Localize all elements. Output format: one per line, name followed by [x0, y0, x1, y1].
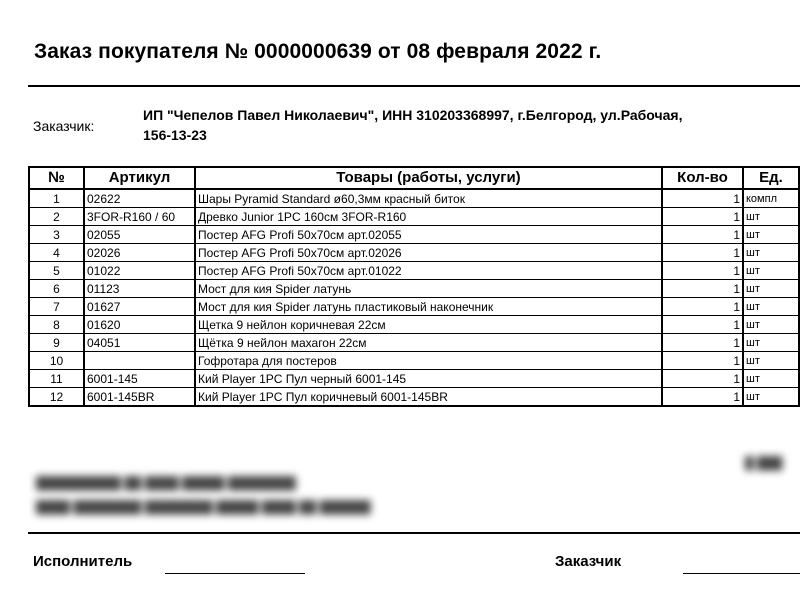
- cell-name: Постер AFG Profi 50x70см арт.02026: [195, 244, 662, 262]
- table-header-row: [29, 167, 799, 189]
- table-row: [29, 280, 799, 298]
- table-row: [29, 208, 799, 226]
- cell-sku: 02026: [84, 244, 195, 262]
- cell-sku: 6001-145BR: [84, 388, 195, 407]
- cell-num: 1: [29, 189, 84, 208]
- cell-qty: 1: [662, 298, 743, 316]
- header-name: Товары (работы, услуги): [195, 167, 662, 189]
- cell-name: Шары Pyramid Standard ø60,3мм красный биток: [195, 189, 662, 208]
- cell-sku: 02055: [84, 226, 195, 244]
- cell-name: Постер AFG Profi 50x70см арт.02055: [195, 226, 662, 244]
- cell-unit: шт: [743, 298, 799, 316]
- cell-sku: 6001-145: [84, 370, 195, 388]
- table-row: [29, 189, 799, 208]
- cell-num: 5: [29, 262, 84, 280]
- cell-sku: 02622: [84, 189, 195, 208]
- cell-name: Гофротара для постеров: [195, 352, 662, 370]
- cell-qty: 1: [662, 208, 743, 226]
- cell-num: 2: [29, 208, 84, 226]
- executor-signature-line: [165, 573, 305, 574]
- header-num: №: [29, 167, 84, 189]
- cell-unit: шт: [743, 316, 799, 334]
- table-row: [29, 352, 799, 370]
- executor-signature-label: Исполнитель: [33, 553, 133, 570]
- cell-num: 3: [29, 226, 84, 244]
- cell-num: 10: [29, 352, 84, 370]
- cell-num: 6: [29, 280, 84, 298]
- cell-unit: шт: [743, 244, 799, 262]
- cell-num: 12: [29, 388, 84, 407]
- bottom-divider: [28, 532, 800, 534]
- cell-qty: 1: [662, 189, 743, 208]
- cell-num: 7: [29, 298, 84, 316]
- cell-unit: шт: [743, 334, 799, 352]
- cell-name: Кий Player 1PC Пул коричневый 6001-145BR: [195, 388, 662, 407]
- cell-sku: 01022: [84, 262, 195, 280]
- table-row: [29, 226, 799, 244]
- header-qty: Кол-во: [662, 167, 743, 189]
- customer-phone: 156-13-23: [143, 127, 207, 143]
- cell-unit: шт: [743, 280, 799, 298]
- cell-name: Постер AFG Profi 50x70см арт.01022: [195, 262, 662, 280]
- redacted-text: ██████████ ██ ████ █████ ████████: [36, 476, 296, 490]
- customer-label: Заказчик:: [33, 118, 95, 134]
- cell-qty: 1: [662, 334, 743, 352]
- cell-qty: 1: [662, 280, 743, 298]
- table-row: [29, 388, 799, 407]
- header-sku: Артикул: [84, 167, 195, 189]
- cell-num: 9: [29, 334, 84, 352]
- order-items-table: [28, 166, 800, 407]
- cell-unit: шт: [743, 226, 799, 244]
- cell-name: Мост для кия Spider латунь: [195, 280, 662, 298]
- customer-details: ИП "Чепелов Павел Николаевич", ИНН 310203368997, г.Белгород, ул.Рабочая,: [143, 107, 683, 123]
- cell-sku: [84, 352, 195, 370]
- cell-sku: 01123: [84, 280, 195, 298]
- cell-sku: 04051: [84, 334, 195, 352]
- cell-qty: 1: [662, 352, 743, 370]
- cell-qty: 1: [662, 244, 743, 262]
- cell-name: Мост для кия Spider латунь пластиковый наконечник: [195, 298, 662, 316]
- cell-name: Щетка 9 нейлон коричневая 22см: [195, 316, 662, 334]
- table-body: [29, 189, 799, 406]
- cell-unit: шт: [743, 388, 799, 407]
- cell-name: Кий Player 1PC Пул черный 6001-145: [195, 370, 662, 388]
- cell-qty: 1: [662, 388, 743, 407]
- cell-sku: 01620: [84, 316, 195, 334]
- cell-sku: 3FOR-R160 / 60: [84, 208, 195, 226]
- document-title: Заказ покупателя № 0000000639 от 08 февраля 2022 г.: [34, 40, 602, 63]
- table-row: [29, 370, 799, 388]
- cell-unit: шт: [743, 208, 799, 226]
- cell-num: 4: [29, 244, 84, 262]
- cell-sku: 01627: [84, 298, 195, 316]
- header-unit: Ед.: [743, 167, 799, 189]
- customer-signature-line: [683, 573, 800, 574]
- redacted-text: █ ███: [745, 456, 783, 470]
- table-row: [29, 262, 799, 280]
- cell-num: 11: [29, 370, 84, 388]
- cell-qty: 1: [662, 262, 743, 280]
- cell-qty: 1: [662, 226, 743, 244]
- cell-unit: шт: [743, 352, 799, 370]
- top-divider: [28, 85, 800, 87]
- customer-signature-label: Заказчик: [555, 553, 622, 570]
- table-row: [29, 316, 799, 334]
- cell-qty: 1: [662, 316, 743, 334]
- cell-unit: компл: [743, 189, 799, 208]
- cell-name: Древко Junior 1PC 160см 3FOR-R160: [195, 208, 662, 226]
- table-row: [29, 298, 799, 316]
- table-row: [29, 244, 799, 262]
- table-row: [29, 334, 799, 352]
- redacted-text: ████ ████████ ████████ █████ ████ ██ ██████: [36, 500, 371, 514]
- cell-name: Щётка 9 нейлон махагон 22см: [195, 334, 662, 352]
- cell-unit: шт: [743, 262, 799, 280]
- cell-unit: шт: [743, 370, 799, 388]
- cell-num: 8: [29, 316, 84, 334]
- cell-qty: 1: [662, 370, 743, 388]
